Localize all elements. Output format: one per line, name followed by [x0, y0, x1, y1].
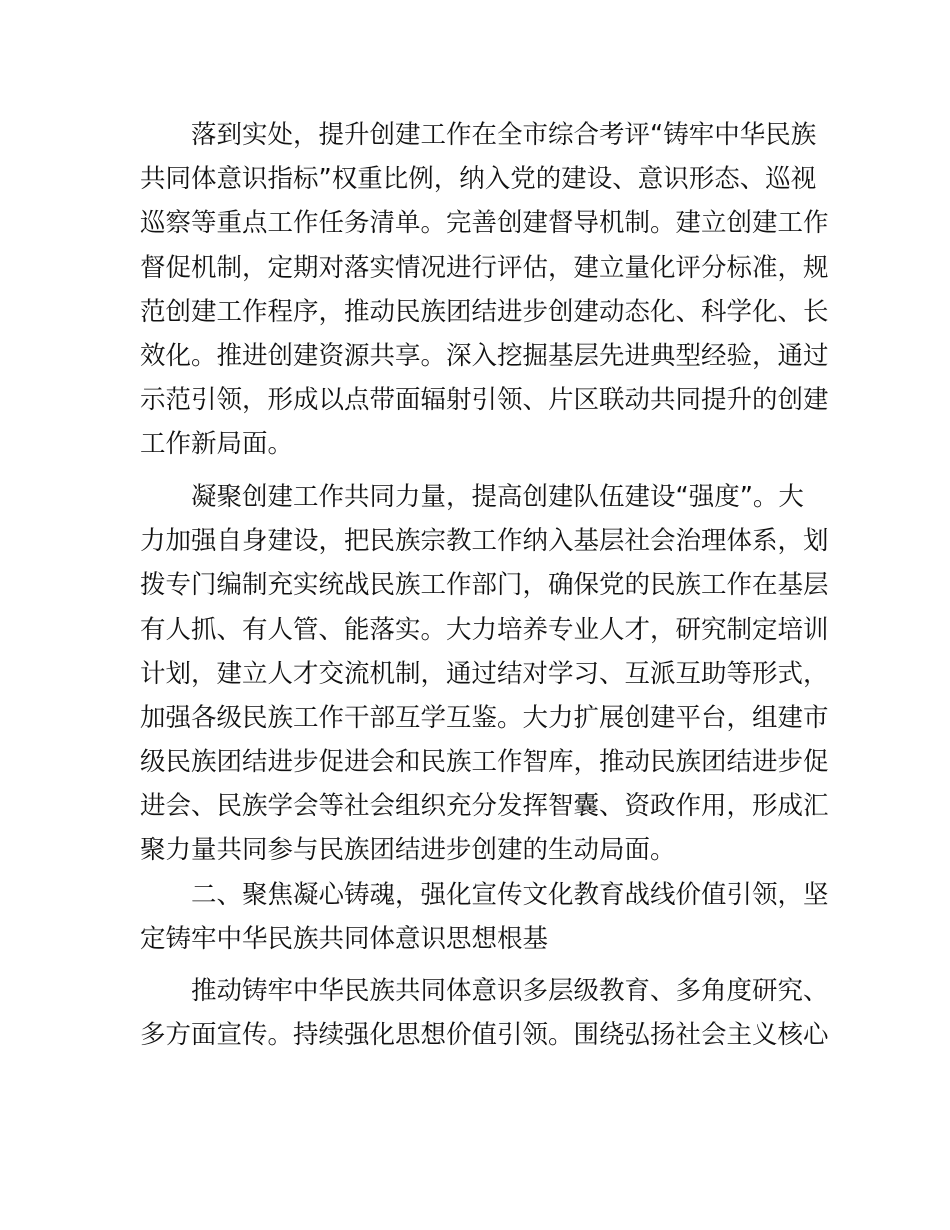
text-line: 凝聚创建工作共同力量，提高创建队伍建设“强度”。大: [140, 482, 804, 512]
section-heading-line: 二、聚焦凝心铸魂，强化宣传文化教育战线价值引领，坚: [140, 880, 829, 910]
text-line: 范创建工作程序，推动民族团结进步创建动态化、科学化、长: [140, 297, 829, 327]
text-line: 拨专门编制充实统战民族工作部门，确保党的民族工作在基层: [140, 570, 829, 600]
text-line: 进会、民族学会等社会组织充分发挥智囊、资政作用，形成汇: [140, 791, 829, 821]
text-line: 计划，建立人才交流机制，通过结对学习、互派互助等形式，: [140, 659, 829, 689]
text-line: 共同体意识指标”权重比例，纳入党的建设、意识形态、巡视: [140, 164, 817, 194]
section-heading-line: 定铸牢中华民族共同体意识思想根基: [140, 924, 549, 954]
text-line: 多方面宣传。持续强化思想价值引领。围绕弘扬社会主义核心: [140, 1020, 829, 1050]
text-line: 加强各级民族工作干部互学互鉴。大力扩展创建平台，组建市: [140, 703, 829, 733]
text-line: 力加强自身建设，把民族宗教工作纳入基层社会治理体系，划: [140, 526, 829, 556]
text-line: 落到实处，提升创建工作在全市综合考评“铸牢中华民族: [140, 120, 817, 150]
text-line: 聚力量共同参与民族团结进步创建的生动局面。: [140, 835, 676, 865]
text-line: 工作新局面。: [140, 429, 294, 459]
text-line: 督促机制，定期对落实情况进行评估，建立量化评分标准，规: [140, 253, 829, 283]
text-line: 有人抓、有人管、能落实。大力培养专业人才，研究制定培训: [140, 615, 829, 645]
text-line: 巡察等重点工作任务清单。完善创建督导机制。建立创建工作: [140, 208, 829, 238]
text-line: 级民族团结进步促进会和民族工作智库，推动民族团结进步促: [140, 747, 829, 777]
text-line: 效化。推进创建资源共享。深入挖掘基层先进典型经验，通过: [140, 341, 829, 371]
text-line: 示范引领，形成以点带面辐射引领、片区联动共同提升的创建: [140, 385, 829, 415]
text-line: 推动铸牢中华民族共同体意识多层级教育、多角度研究、: [140, 976, 829, 1006]
